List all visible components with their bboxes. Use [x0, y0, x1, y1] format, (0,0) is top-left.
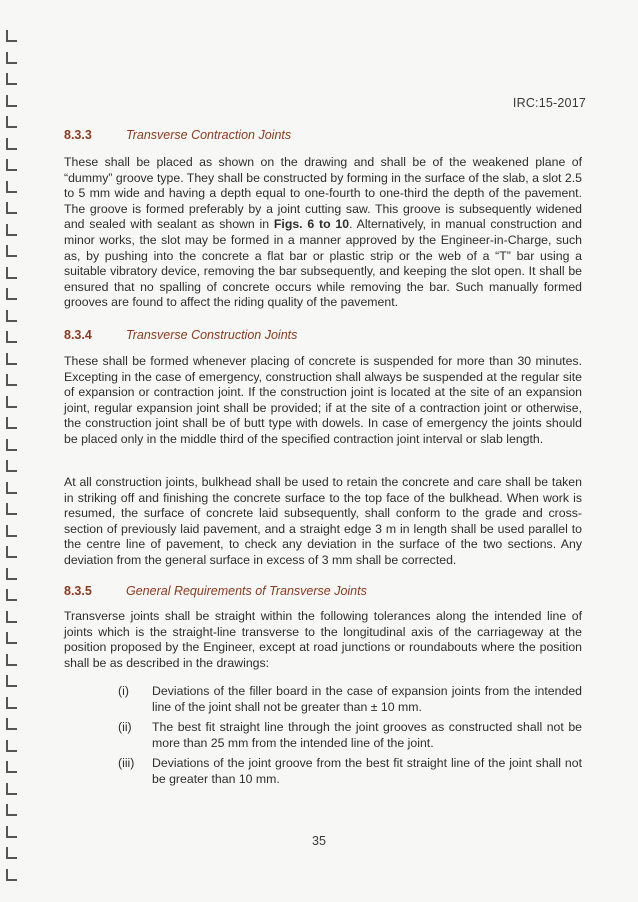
list-item: [118, 684, 582, 715]
binding-mark: [6, 482, 17, 494]
binding-mark: [6, 374, 17, 386]
section-number: 8.3.4: [64, 328, 92, 342]
binding-mark: [6, 95, 17, 107]
figure-reference: Figs. 6 to 10: [273, 217, 350, 232]
paragraph-text: . Alternatively, in manual construction and minor works, the slot may be formed in a manner approved by the Engineer-in-Charge, such as, by pushing into the concrete a flat bar or plastic strip or the web of a “T” bar using a suitable vibratory device, removing the bar subsequently, and keeping the slot open. It shall be ensured that no spalling of concrete occurs while removing the bar. Such manually formed grooves are found to affect the riding quality of the pavement.: [64, 217, 582, 310]
list-item: [118, 720, 582, 751]
binding-mark: [6, 804, 17, 816]
binding-mark: [6, 116, 17, 128]
binding-mark: [6, 632, 17, 644]
binding-mark: [6, 224, 17, 236]
binding-mark: [6, 439, 17, 451]
binding-mark: [6, 503, 17, 515]
list-marker: (ii): [118, 720, 132, 735]
binding-mark: [6, 718, 17, 730]
list-item: [118, 756, 582, 787]
paragraph-bulkhead: At all construction joints, bulkhead shall be used to retain the concrete and care shall be taken in striking off and finishing the concrete surface to the top face of the bulkhead. When work is resumed, the surface of concrete laid subsequently, shall conform to the grade and cross-section of previously laid pavement, and a straight edge 3 m in length shall be used parallel to the centre line of pavement, to check any deviation in the surface of the two sections. Any deviation from the general surface in excess of 3 mm shall be corrected.: [64, 475, 582, 567]
spiral-binding: [0, 0, 24, 902]
paragraph-text: These shall be placed as shown on the drawing and shall be of the weakened plane of “dummy” groove type. They shall be constructed by forming in the surface of the slab, a slot 2.5 to 5 mm wide and having a depth equal to one-fourth to one-third the depth of the pavement. The groove is formed preferably by a joint cutting saw. This groove is subsequently widened and sealed with sealant as shown in: [64, 155, 582, 232]
binding-mark: [6, 654, 17, 666]
page-number: 35: [312, 834, 326, 848]
section-heading-8-3-3: [64, 128, 291, 142]
binding-mark: [6, 417, 17, 429]
binding-mark: [6, 568, 17, 580]
binding-mark: [6, 697, 17, 709]
paragraph-construction-joints: These shall be formed whenever placing of concrete is suspended for more than 30 minutes. Excepting in the case of emergency, construction shall always be suspended at the regular site of expansion or contraction joint. If the construction joint is located at the site of an expansion joint, regular expansion joint shall be provided; if at the site of a contraction joint or otherwise, the construction joint shall be of butt type with dowels. In case of emergency the joints should be placed only in the middle third of the specified contraction joint interval or slab length.: [64, 354, 582, 446]
binding-mark: [6, 761, 17, 773]
binding-mark: [6, 353, 17, 365]
section-heading-8-3-4: [64, 328, 297, 342]
binding-mark: [6, 331, 17, 343]
section-heading-8-3-5: [64, 584, 367, 598]
binding-mark: [6, 675, 17, 687]
list-item-text: Deviations of the filler board in the case of expansion joints from the intended line of the joint shall not be greater than ± 10 mm.: [152, 684, 582, 714]
section-number: 8.3.3: [64, 128, 92, 142]
binding-mark: [6, 245, 17, 257]
section-title: Transverse Construction Joints: [126, 328, 298, 342]
tolerance-list: [118, 684, 582, 793]
binding-mark: [6, 52, 17, 64]
binding-mark: [6, 73, 17, 85]
binding-mark: [6, 202, 17, 214]
binding-mark: [6, 159, 17, 171]
binding-mark: [6, 138, 17, 150]
binding-mark: [6, 740, 17, 752]
binding-mark: [6, 460, 17, 472]
list-marker: (iii): [118, 756, 135, 771]
section-title: General Requirements of Transverse Joints: [126, 584, 367, 598]
list-item-text: Deviations of the joint groove from the best fit straight line of the joint shall not be greater than 10 mm.: [152, 756, 582, 786]
section-number: 8.3.5: [64, 584, 92, 598]
list-marker: (i): [118, 684, 129, 698]
binding-mark: [6, 611, 17, 623]
list-item-text: The best fit straight line through the joint grooves as constructed shall not be more than 25 mm from the intended line of the joint.: [152, 720, 582, 750]
binding-mark: [6, 589, 17, 601]
binding-mark: [6, 869, 17, 881]
document-code: IRC:15-2017: [512, 96, 586, 110]
binding-mark: [6, 525, 17, 537]
binding-mark: [6, 783, 17, 795]
binding-mark: [6, 847, 17, 859]
binding-mark: [6, 546, 17, 558]
binding-mark: [6, 267, 17, 279]
binding-mark: [6, 30, 17, 42]
binding-mark: [6, 310, 17, 322]
binding-mark: [6, 396, 17, 408]
binding-mark: [6, 288, 17, 300]
section-title: Transverse Contraction Joints: [126, 128, 292, 142]
paragraph-contraction-joints: [64, 155, 582, 311]
binding-mark: [6, 181, 17, 193]
paragraph-transverse-joints: Transverse joints shall be straight within the following tolerances along the intended line of joints which is the straight-line transverse to the longitudinal axis of the carriageway at the position proposed by the Engineer, except at road junctions or roundabouts where the position shall be as described in the drawings:: [64, 609, 582, 670]
